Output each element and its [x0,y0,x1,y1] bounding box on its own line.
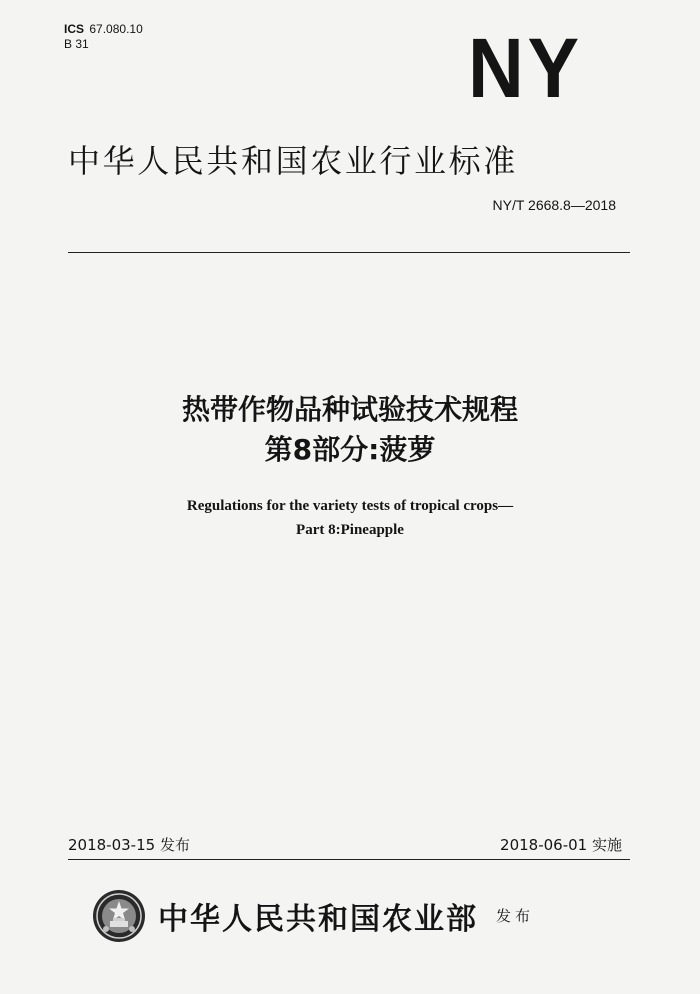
classification-codes [64,22,143,52]
ics-line [64,22,143,37]
bottom-divider [68,859,630,860]
english-title-line-1: Regulations for the variety tests of tropical crops— [186,498,514,514]
national-emblem-icon [92,889,146,943]
chinese-title-line-2: 第8部分:菠萝 [264,433,436,466]
ny-logo: NY [468,21,583,115]
ccs-code: B 31 [64,37,89,51]
standard-number: NY/T 2668.8—2018 [492,197,616,213]
implementation-date: 2018-06-01 实施 [500,836,622,854]
english-title-line-2: Part 8:Pineapple [296,522,404,538]
ics-label: ICS [64,22,85,36]
chinese-title-line-1: 热带作物品种试验技术规程 [181,393,518,426]
standard-title: 中华人民共和国农业行业标准 [68,142,518,180]
issuing-label: 发布 [496,907,535,925]
issuing-authority: 中华人民共和国农业部 [158,902,478,937]
top-divider [68,252,630,253]
issue-date: 2018-03-15 发布 [68,836,190,854]
ics-code: 67.080.10 [89,22,143,36]
